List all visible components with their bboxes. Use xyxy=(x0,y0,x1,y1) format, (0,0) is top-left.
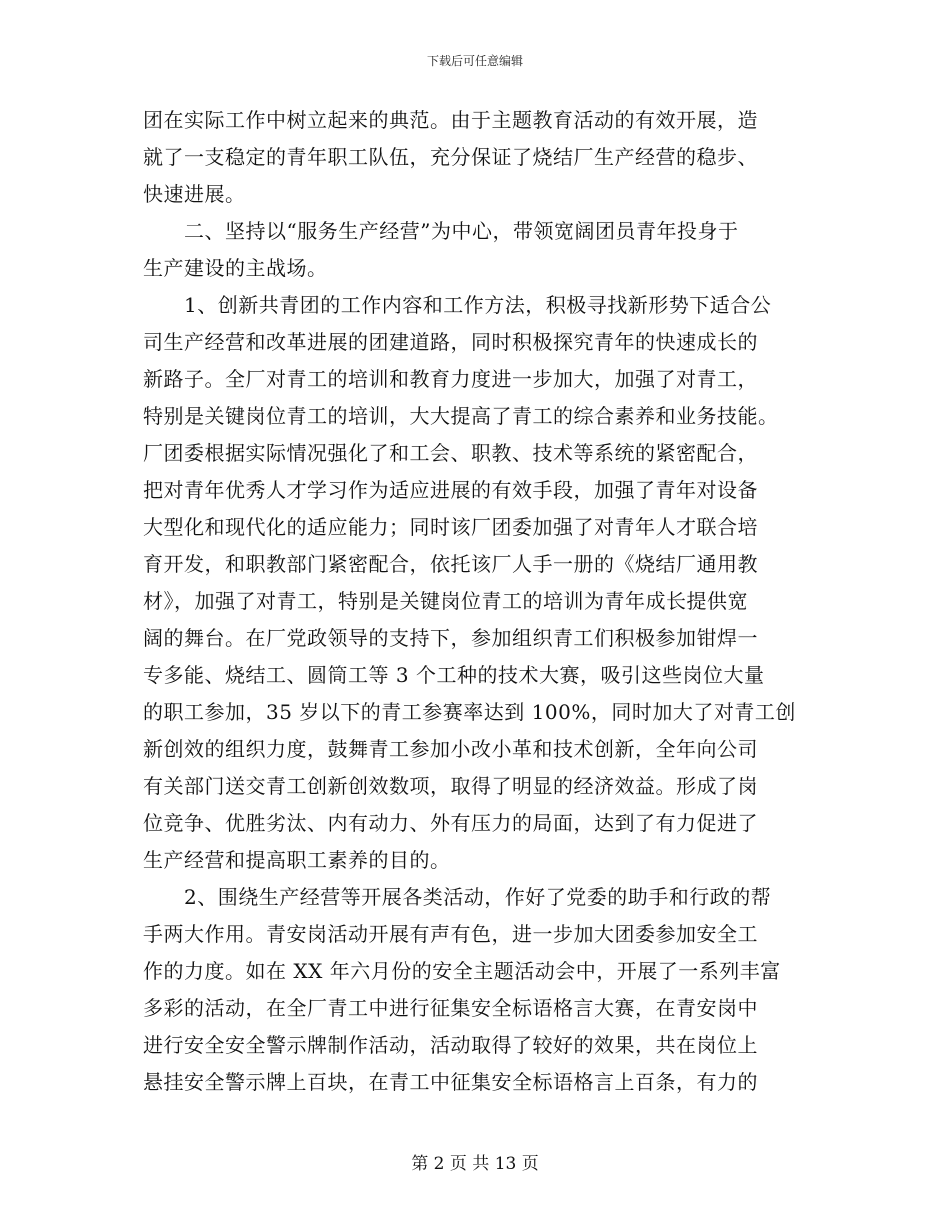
text-line: 生产建设的主战场。 xyxy=(143,256,328,280)
text-line: 多彩的活动，在全厂青工中进行征集安全标语格言大赛，在青安岗中 xyxy=(143,996,758,1020)
text-line: 有关部门送交青工创新创效数项，取得了明显的经济效益。形成了岗 xyxy=(143,774,758,798)
text-line: 进行安全安全警示牌制作活动，活动取得了较好的效果，共在岗位上 xyxy=(143,1033,758,1057)
text-line: 育开发，和职教部门紧密配合，依托该厂人手一册的《烧结厂通用教 xyxy=(143,552,758,576)
text-line: 特别是关键岗位青工的培训，大大提高了青工的综合素养和业务技能。 xyxy=(143,404,779,428)
page-number: 第 2 页 共 13 页 xyxy=(411,1154,539,1174)
text-line: 团在实际工作中树立起来的典范。由于主题教育活动的有效开展，造 xyxy=(143,108,758,132)
text-line: 厂团委根据实际情况强化了和工会、职教、技术等系统的紧密配合， xyxy=(143,441,758,465)
text-line: 手两大作用。青安岗活动开展有声有色，进一步加大团委参加安全工 xyxy=(143,922,758,946)
text-line: 悬挂安全警示牌上百块，在青工中征集安全标语格言上百条，有力的 xyxy=(143,1070,758,1094)
text-line: 的职工参加，35 岁以下的青工参赛率达到 100%，同时加大了对青工创 xyxy=(143,700,796,724)
page-header-note: 下载后可任意编辑 xyxy=(426,54,523,68)
document-body xyxy=(143,102,815,1101)
text-line: 快速进展。 xyxy=(143,182,246,206)
text-line: 材》，加强了对青工，特别是关键岗位青工的培训为青年成长提供宽 xyxy=(143,589,748,613)
text-line: 大型化和现代化的适应能力；同时该厂团委加强了对青年人才联合培 xyxy=(143,515,758,539)
text-line: 新路子。全厂对青工的培训和教育力度进一步加大，加强了对青工， xyxy=(143,367,758,391)
text-line: 位竞争、优胜劣汰、内有动力、外有压力的局面，达到了有力促进了 xyxy=(143,811,758,835)
text-line: 新创效的组织力度，鼓舞青工参加小改小革和技术创新，全年向公司 xyxy=(143,737,758,761)
text-line: 生产经营和提高职工素养的目的。 xyxy=(143,848,451,872)
text-line: 就了一支稳定的青年职工队伍，充分保证了烧结厂生产经营的稳步、 xyxy=(143,145,758,169)
text-line: 1、创新共青团的工作内容和工作方法，积极寻找新形势下适合公 xyxy=(143,293,772,317)
text-line: 专多能、烧结工、圆筒工等 3 个工种的技术大赛，吸引这些岗位大量 xyxy=(143,663,765,687)
text-line: 作的力度。如在 XX 年六月份的安全主题活动会中，开展了一系列丰富 xyxy=(143,959,781,983)
text-line: 2、围绕生产经营等开展各类活动，作好了党委的助手和行政的帮 xyxy=(143,885,772,909)
text-line: 司生产经营和改革进展的团建道路，同时积极探究青年的快速成长的 xyxy=(143,330,758,354)
text-line: 二、坚持以“服务生产经营”为中心，带领宽阔团员青年投身于 xyxy=(143,219,739,243)
text-line: 把对青年优秀人才学习作为适应进展的有效手段，加强了青年对设备 xyxy=(143,478,758,502)
text-line: 阔的舞台。在厂党政领导的支持下，参加组织青工们积极参加钳焊一 xyxy=(143,626,758,650)
